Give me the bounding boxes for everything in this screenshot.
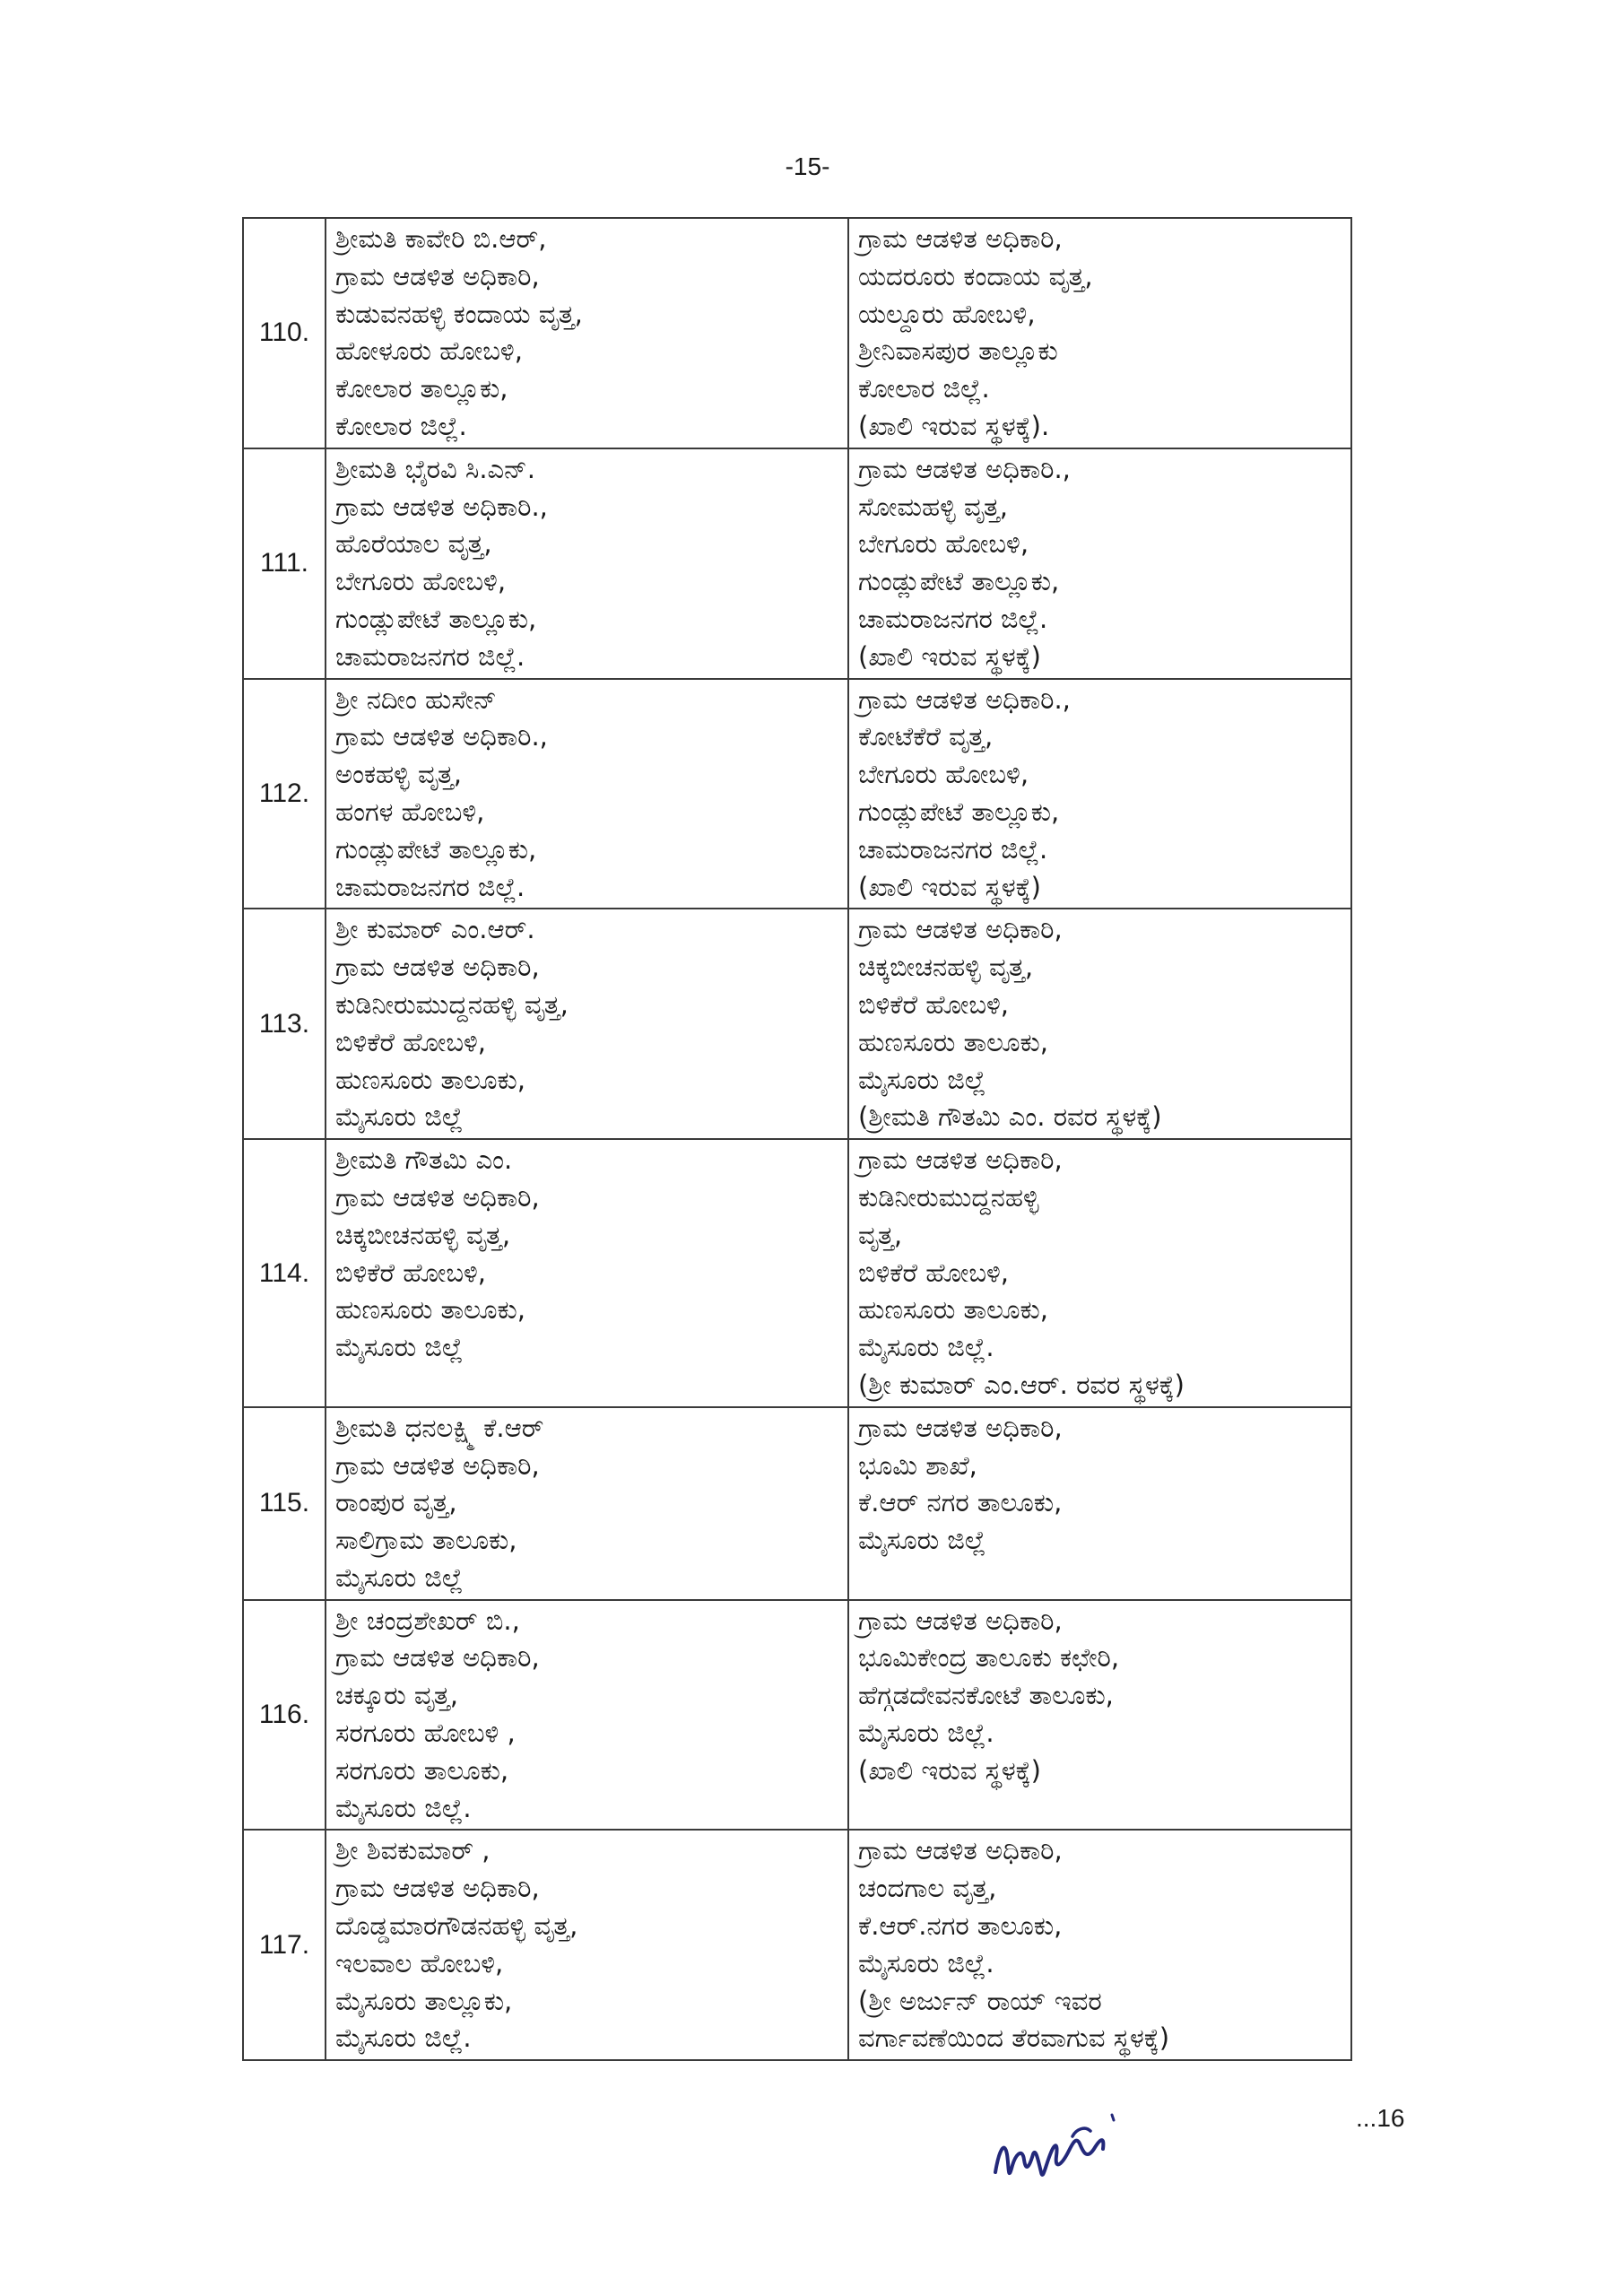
new-posting-line: ಹುಣಸೂರು ತಾಲೂಕು,	[858, 1294, 1048, 1326]
new-posting-line: (ಖಾಲಿ ಇರುವ ಸ್ಥಳಕ್ಕೆ)	[858, 640, 1041, 672]
table-row	[243, 679, 1351, 909]
new-posting-line: ಗ್ರಾಮ ಆಡಳಿತ ಅಧಿಕಾರಿ.,	[858, 683, 1071, 715]
current-posting-line: ಶ್ರೀ ನದೀಂ ಹುಸೇನ್	[335, 683, 497, 715]
current-posting-line: ಸರಗೂರು ತಾಲೂಕು,	[335, 1754, 509, 1786]
new-posting-line: ಹೆಗ್ಗಡದೇವನಕೋಟೆ ತಾಲೂಕು,	[858, 1680, 1114, 1711]
new-posting-cell	[848, 1139, 1351, 1407]
current-posting-line: ಗ್ರಾಮ ಆಡಳಿತ ಅಧಿಕಾರಿ,	[335, 1873, 540, 1904]
table-row	[243, 218, 1351, 448]
current-posting-cell	[326, 909, 848, 1139]
current-posting-line: ಹುಣಸೂರು ತಾಲೂಕು,	[335, 1294, 525, 1326]
new-posting-cell	[848, 679, 1351, 909]
serial-number: 112.	[243, 679, 326, 909]
current-posting-line: ಸಾಲಿಗ್ರಾಮ ತಾಲೂಕು,	[335, 1525, 517, 1556]
serial-number: 116.	[243, 1600, 326, 1831]
current-posting-line: ಇಲವಾಲ ಹೋಬಳಿ,	[335, 1947, 504, 1979]
new-posting-line: (ಶ್ರೀ ಕುಮಾರ್ ಎಂ.ಆರ್. ರವರ ಸ್ಥಳಕ್ಕೆ)	[858, 1369, 1185, 1400]
new-posting-line: ಕೋಟೆಕೆರೆ ವೃತ್ತ,	[858, 721, 994, 752]
current-posting-line: ಗ್ರಾಮ ಆಡಳಿತ ಅಧಿಕಾರಿ,	[335, 952, 540, 983]
current-posting-line: ಶ್ರೀಮತಿ ಗೌತಮಿ ಎಂ.	[335, 1144, 513, 1176]
current-posting-line: ಗ್ರಾಮ ಆಡಳಿತ ಅಧಿಕಾರಿ.,	[335, 491, 548, 522]
current-posting-line: ಚಕ್ಕೂರು ವೃತ್ತ,	[335, 1680, 458, 1711]
new-posting-line: ಗ್ರಾಮ ಆಡಳಿತ ಅಧಿಕಾರಿ.,	[858, 453, 1071, 484]
new-posting-line: ಮೈಸೂರು ಜಿಲ್ಲೆ.	[858, 1947, 994, 1979]
current-posting-line: ಅಂಕಹಳ್ಳಿ ವೃತ್ತ,	[335, 759, 463, 790]
new-posting-cell	[848, 218, 1351, 448]
new-posting-line: ಚಿಕ್ಕಬೀಚನಹಳ್ಳಿ ವೃತ್ತ,	[858, 952, 1034, 983]
new-posting-line: ಕೆ.ಆರ್.ನಗರ ತಾಲೂಕು,	[858, 1910, 1063, 1942]
new-posting-line: ಬೇಗೂರು ಹೋಬಳಿ,	[858, 759, 1029, 790]
new-posting-line: ಶ್ರೀನಿವಾಸಪುರ ತಾಲ್ಲೂಕು	[858, 335, 1058, 367]
serial-number: 115.	[243, 1407, 326, 1600]
table-row	[243, 1407, 1351, 1600]
new-posting-line: (ಶ್ರೀ ಅರ್ಜುನ್ ರಾಯ್ ಇವರ	[858, 1985, 1102, 2016]
current-posting-line: ಶ್ರೀ ಚಂದ್ರಶೇಖರ್ ಬಿ.,	[335, 1605, 520, 1636]
new-posting-line: ಬಿಳಿಕೆರೆ ಹೋಬಳಿ,	[858, 1257, 1009, 1288]
current-posting-line: ಚಾಮರಾಜನಗರ ಜಿಲ್ಲೆ.	[335, 871, 525, 902]
new-posting-line: ಚಂದಗಾಲ ವೃತ್ತ,	[858, 1873, 997, 1904]
current-posting-line: ಬೇಗೂರು ಹೋಬಳಿ,	[335, 566, 507, 597]
new-posting-line: ಗ್ರಾಮ ಆಡಳಿತ ಅಧಿಕಾರಿ,	[858, 1835, 1063, 1866]
current-posting-line: ಚಾಮರಾಜನಗರ ಜಿಲ್ಲೆ.	[335, 640, 525, 672]
new-posting-line: (ಶ್ರೀಮತಿ ಗೌತಮಿ ಎಂ. ರವರ ಸ್ಥಳಕ್ಕೆ)	[858, 1101, 1162, 1133]
current-posting-line: ಶ್ರೀ ಶಿವಕುಮಾರ್ ,	[335, 1835, 491, 1866]
current-posting-line: ಶ್ರೀಮತಿ ಭೈರವಿ ಸಿ.ಎನ್.	[335, 453, 535, 484]
continuation-marker: ...16	[1356, 2104, 1405, 2132]
new-posting-line: ಗ್ರಾಮ ಆಡಳಿತ ಅಧಿಕಾರಿ,	[858, 1144, 1063, 1176]
current-posting-cell	[326, 1407, 848, 1600]
current-posting-line: ಸರಗೂರು ಹೋಬಳಿ ,	[335, 1718, 516, 1749]
current-posting-line: ಗ್ರಾಮ ಆಡಳಿತ ಅಧಿಕಾರಿ,	[335, 1181, 540, 1213]
current-posting-line: ಗ್ರಾಮ ಆಡಳಿತ ಅಧಿಕಾರಿ,	[335, 1449, 540, 1481]
new-posting-line: ಬೇಗೂರು ಹೋಬಳಿ,	[858, 528, 1029, 560]
new-posting-line: ಯಲ್ದೂರು ಹೋಬಳಿ,	[858, 298, 1036, 329]
new-posting-line: ಮೈಸೂರು ಜಿಲ್ಲೆ	[858, 1525, 986, 1556]
current-posting-line: ಕುಡುವನಹಳ್ಳಿ ಕಂದಾಯ ವೃತ್ತ,	[335, 298, 583, 329]
serial-number: 110.	[243, 218, 326, 448]
current-posting-line: ದೊಡ್ಡಮಾರಗೌಡನಹಳ್ಳಿ ವೃತ್ತ,	[335, 1910, 578, 1942]
current-posting-cell	[326, 1139, 848, 1407]
table-row	[243, 448, 1351, 679]
current-posting-line: ಚಿಕ್ಕಬೀಚನಹಳ್ಳಿ ವೃತ್ತ,	[335, 1219, 511, 1250]
table-row	[243, 1139, 1351, 1407]
new-posting-cell	[848, 1830, 1351, 2060]
new-posting-line: ವೃತ್ತ,	[858, 1219, 903, 1250]
new-posting-line: ಕೆ.ಆರ್ ನಗರ ತಾಲೂಕು,	[858, 1487, 1063, 1518]
new-posting-line: ಮೈಸೂರು ಜಿಲ್ಲೆ.	[858, 1718, 994, 1749]
current-posting-line: ಮೈಸೂರು ಜಿಲ್ಲೆ	[335, 1332, 464, 1363]
current-posting-line: ಹೊರೆಯಾಲ ವೃತ್ತ,	[335, 528, 492, 560]
current-posting-line: ಹಂಗಳ ಹೋಬಳಿ,	[335, 796, 485, 827]
new-posting-cell	[848, 1600, 1351, 1831]
serial-number: 113.	[243, 909, 326, 1139]
new-posting-cell	[848, 448, 1351, 679]
new-posting-line: ಮೈಸೂರು ಜಿಲ್ಲೆ.	[858, 1332, 994, 1363]
current-posting-line: ಹೋಳೂರು ಹೋಬಳಿ,	[335, 335, 523, 367]
current-posting-line: ಶ್ರೀಮತಿ ಧನಲಕ್ಷ್ಮಿ ಕೆ.ಆರ್	[335, 1412, 544, 1443]
current-posting-line: ಗ್ರಾಮ ಆಡಳಿತ ಅಧಿಕಾರಿ,	[335, 260, 540, 291]
new-posting-line: ಕುಡಿನೀರುಮುದ್ದನಹಳ್ಳಿ	[858, 1181, 1039, 1213]
table-row	[243, 909, 1351, 1139]
current-posting-line: ಹುಣಸೂರು ತಾಲೂಕು,	[335, 1064, 525, 1095]
new-posting-line: ಭೂಮಿ ಶಾಖೆ,	[858, 1449, 977, 1481]
current-posting-line: ಮೈಸೂರು ತಾಲ್ಲೂಕು,	[335, 1985, 513, 2016]
new-posting-line: ಗ್ರಾಮ ಆಡಳಿತ ಅಧಿಕಾರಿ,	[858, 1412, 1063, 1443]
current-posting-line: ಮೈಸೂರು ಜಿಲ್ಲೆ	[335, 1561, 464, 1593]
serial-number: 111.	[243, 448, 326, 679]
current-posting-line: ಮೈಸೂರು ಜಿಲ್ಲೆ	[335, 1101, 464, 1133]
current-posting-cell	[326, 1600, 848, 1831]
table-row	[243, 1830, 1351, 2060]
current-posting-line: ರಾಂಪುರ ವೃತ್ತ,	[335, 1487, 457, 1518]
current-posting-cell	[326, 679, 848, 909]
new-posting-line: ಯದರೂರು ಕಂದಾಯ ವೃತ್ತ,	[858, 260, 1093, 291]
new-posting-line: ಕೋಲಾರ ಜಿಲ್ಲೆ.	[858, 373, 990, 404]
transfer-table	[242, 217, 1352, 2061]
serial-number: 117.	[243, 1830, 326, 2060]
current-posting-cell	[326, 448, 848, 679]
current-posting-line: ಗ್ರಾಮ ಆಡಳಿತ ಅಧಿಕಾರಿ,	[335, 1642, 540, 1674]
current-posting-line: ಮೈಸೂರು ಜಿಲ್ಲೆ.	[335, 2022, 472, 2054]
new-posting-line: ಚಾಮರಾಜನಗರ ಜಿಲ್ಲೆ.	[858, 603, 1048, 634]
new-posting-line: ಸೋಮಹಳ್ಳಿ ವೃತ್ತ,	[858, 491, 1009, 522]
current-posting-line: ಕೋಲಾರ ತಾಲ್ಲೂಕು,	[335, 373, 508, 404]
current-posting-line: ಮೈಸೂರು ಜಿಲ್ಲೆ.	[335, 1792, 472, 1823]
new-posting-line: (ಖಾಲಿ ಇರುವ ಸ್ಥಳಕ್ಕೆ)	[858, 1754, 1041, 1786]
current-posting-cell	[326, 218, 848, 448]
serial-number: 114.	[243, 1139, 326, 1407]
new-posting-cell	[848, 1407, 1351, 1600]
table-row	[243, 1600, 1351, 1831]
new-posting-line: ಭೂಮಿಕೇಂದ್ರ ತಾಲೂಕು ಕಛೇರಿ,	[858, 1642, 1120, 1674]
new-posting-line: ವರ್ಗಾವಣೆಯಿಂದ ತೆರವಾಗುವ ಸ್ಥಳಕ್ಕೆ)	[858, 2022, 1170, 2054]
current-posting-line: ಬಿಳಿಕೆರೆ ಹೋಬಳಿ,	[335, 1026, 486, 1057]
current-posting-line: ಬಿಳಿಕೆರೆ ಹೋಬಳಿ,	[335, 1257, 486, 1288]
current-posting-line: ಶ್ರೀ ಕುಮಾರ್ ಎಂ.ಆರ್.	[335, 914, 535, 945]
table-body	[243, 218, 1351, 2060]
current-posting-line: ಗ್ರಾಮ ಆಡಳಿತ ಅಧಿಕಾರಿ.,	[335, 721, 548, 752]
new-posting-line: ಹುಣಸೂರು ತಾಲೂಕು,	[858, 1026, 1048, 1057]
signature-image	[986, 2109, 1166, 2199]
new-posting-line: ಚಾಮರಾಜನಗರ ಜಿಲ್ಲೆ.	[858, 833, 1048, 865]
new-posting-line: (ಖಾಲಿ ಇರುವ ಸ್ಥಳಕ್ಕೆ)	[858, 871, 1041, 902]
new-posting-line: ಮೈಸೂರು ಜಿಲ್ಲೆ	[858, 1064, 986, 1095]
new-posting-line: ಬಿಳಿಕೆರೆ ಹೋಬಳಿ,	[858, 988, 1009, 1020]
current-posting-line: ಗುಂಡ್ಲುಪೇಟೆ ತಾಲ್ಲೂಕು,	[335, 603, 537, 634]
new-posting-line: ಗ್ರಾಮ ಆಡಳಿತ ಅಧಿಕಾರಿ,	[858, 914, 1063, 945]
current-posting-line: ಕೋಲಾರ ಜಿಲ್ಲೆ.	[335, 410, 467, 441]
new-posting-line: ಗುಂಡ್ಲುಪೇಟೆ ತಾಲ್ಲೂಕು,	[858, 566, 1060, 597]
current-posting-line: ಶ್ರೀಮತಿ ಕಾವೇರಿ ಬಿ.ಆರ್,	[335, 223, 547, 254]
new-posting-cell	[848, 909, 1351, 1139]
new-posting-line: (ಖಾಲಿ ಇರುವ ಸ್ಥಳಕ್ಕೆ).	[858, 410, 1050, 441]
new-posting-line: ಗ್ರಾಮ ಆಡಳಿತ ಅಧಿಕಾರಿ,	[858, 1605, 1063, 1636]
page-number: -15-	[785, 152, 830, 180]
current-posting-line: ಗುಂಡ್ಲುಪೇಟೆ ತಾಲ್ಲೂಕು,	[335, 833, 537, 865]
new-posting-line: ಗ್ರಾಮ ಆಡಳಿತ ಅಧಿಕಾರಿ,	[858, 223, 1063, 254]
new-posting-line: ಗುಂಡ್ಲುಪೇಟೆ ತಾಲ್ಲೂಕು,	[858, 796, 1060, 827]
current-posting-cell	[326, 1830, 848, 2060]
current-posting-line: ಕುಡಿನೀರುಮುದ್ದನಹಳ್ಳಿ ವೃತ್ತ,	[335, 988, 569, 1020]
